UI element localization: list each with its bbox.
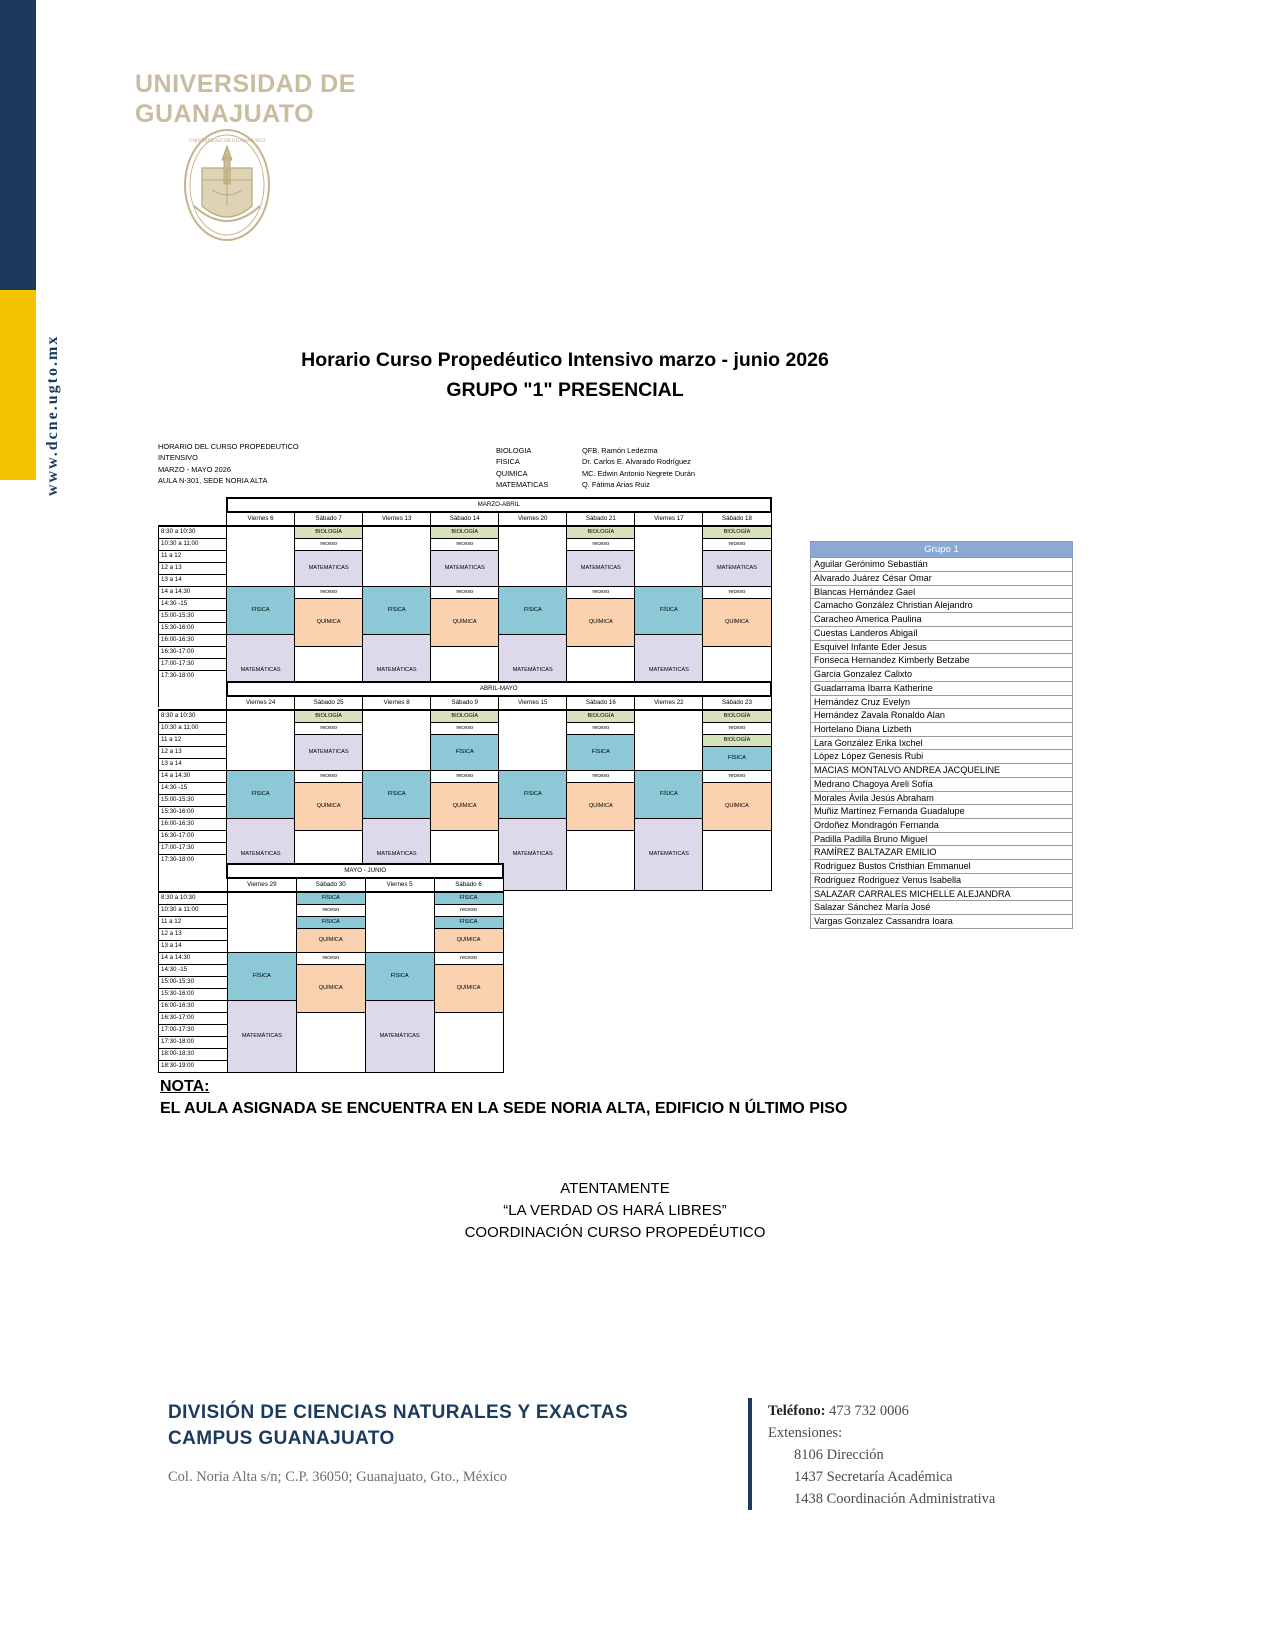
schedule-cell-biologa: BIOLOGÍA — [431, 526, 499, 539]
schedule-day-header: Sábado 21 — [567, 512, 635, 526]
schedule-day-header: Sábado 14 — [431, 512, 499, 526]
schedule-day-header: Sábado 23 — [703, 696, 771, 710]
course-meta-line4: AULA N-301, SEDE NORIA ALTA — [158, 475, 268, 485]
schedule-cell-fsica: FÍSICA — [635, 587, 703, 635]
footer-phone-number: 473 732 0006 — [829, 1403, 909, 1419]
student-row — [811, 695, 1073, 709]
schedule-cell-qumica: QUÍMICA — [295, 599, 363, 647]
schedule-cell-empty — [227, 710, 295, 771]
student-name: Guadarrama Ibarra Katherine — [811, 681, 1073, 695]
student-row — [811, 668, 1073, 682]
note-text: EL AULA ASIGNADA SE ENCUENTRA EN LA SEDE NORIA ALTA, EDIFICIO N ÚLTIMO PISO — [160, 1100, 848, 1117]
university-name-line2: GUANAJUATO — [135, 99, 315, 128]
student-row — [811, 860, 1073, 874]
schedule-cell-empty — [567, 831, 635, 891]
schedule-time-slot: 14 a 14:30 — [159, 953, 228, 965]
schedule-table-2 — [158, 681, 772, 891]
schedule-day-header: Viernes 6 — [227, 512, 295, 526]
teacher-list — [496, 447, 695, 493]
schedule-cell-fsica: FÍSICA — [227, 587, 295, 635]
schedule-time-slot: 18:30-19:00 — [159, 1061, 228, 1073]
website-url: www.dcne.ugto.mx — [44, 334, 61, 496]
schedule-time-slot: 17:00-17:30 — [159, 659, 227, 671]
university-logo — [135, 70, 465, 129]
page-title — [0, 345, 1130, 405]
schedule-time-slot: 14 a 14:30 — [159, 771, 227, 783]
schedule-cell-fsica: FÍSICA — [227, 771, 295, 819]
schedule-cell-fsica: FÍSICA — [227, 953, 296, 1001]
schedule-row — [159, 892, 504, 905]
schedule-cell-fsica: FÍSICA — [296, 917, 365, 929]
schedule-cell-biologa: BIOLOGÍA — [703, 735, 771, 747]
schedule-cell-fsica: FÍSICA — [365, 953, 434, 1001]
closing-block — [0, 1178, 1230, 1243]
schedule-table-1 — [158, 497, 772, 707]
schedule-time-slot: 8:30 a 10:30 — [159, 710, 227, 723]
schedule-cell-fsica: FÍSICA — [703, 747, 771, 771]
schedule-time-slot: 13 a 14 — [159, 575, 227, 587]
student-name: Hortelano Diana Lizbeth — [811, 722, 1073, 736]
schedule-cell-fsica: FÍSICA — [567, 735, 635, 771]
schedule-time-slot: 14 a 14:30 — [159, 587, 227, 599]
footer-ext-2: 1437 Secretaría Académica — [794, 1469, 953, 1486]
schedule-cell-receso: receso — [703, 539, 771, 551]
teacher-table — [496, 447, 695, 493]
schedule-time-slot: 8:30 a 10:30 — [159, 526, 227, 539]
teacher-subject: FISICA — [496, 457, 520, 467]
schedule-day-header: Viernes 8 — [363, 696, 431, 710]
student-row — [811, 709, 1073, 723]
student-row — [811, 722, 1073, 736]
schedule-cell-biologa: BIOLOGÍA — [295, 710, 363, 723]
schedule-cell-receso: receso — [431, 723, 499, 735]
schedule-day-header: Sábado 6 — [434, 878, 503, 892]
schedule-cell-empty — [363, 710, 431, 771]
schedule-cell-matemticas: MATEMÁTICAS — [365, 1001, 434, 1073]
student-name: Hernández Zavala Ronaldo Alan — [811, 709, 1073, 723]
schedule-cell-matemticas: MATEMÁTICAS — [703, 551, 771, 587]
schedule-time-slot: 13 a 14 — [159, 759, 227, 771]
student-name: Esquivel Infante Eder Jesus — [811, 640, 1073, 654]
schedule-row — [159, 1013, 504, 1025]
student-name: Alvarado Juárez César Omar — [811, 572, 1073, 586]
schedule-cell-receso: receso — [567, 539, 635, 551]
student-row — [811, 736, 1073, 750]
schedule-time-slot: 16:30-17:00 — [159, 647, 227, 659]
footer-contact — [768, 1400, 1188, 1510]
schedule-time-slot: 17:30-18:00 — [159, 671, 227, 683]
student-name: Vargas Gonzalez Cassandra Ioara — [811, 915, 1073, 929]
student-row — [811, 640, 1073, 654]
schedule-cell-biologa: BIOLOGÍA — [295, 526, 363, 539]
schedule-time-slot: 14:30 -15 — [159, 783, 227, 795]
schedule-time-slot: 16:00-16:30 — [159, 819, 227, 831]
student-name: Hernández Cruz Evelyn — [811, 695, 1073, 709]
schedule-cell-matemticas: MATEMÁTICAS — [295, 551, 363, 587]
student-name: Fonseca Hernandez Kimberly Betzabe — [811, 654, 1073, 668]
schedule-row — [159, 917, 504, 929]
schedule-cell-fsica: FÍSICA — [635, 771, 703, 819]
schedule-cell-qumica: QUÍMICA — [703, 783, 771, 831]
schedule-corner — [159, 512, 227, 526]
student-row — [811, 585, 1073, 599]
university-name — [135, 70, 465, 129]
student-name: Muñiz Martínez Fernanda Guadalupe — [811, 805, 1073, 819]
schedule-cell-receso: receso — [431, 771, 499, 783]
schedule-cell-empty — [635, 526, 703, 587]
student-row — [811, 791, 1073, 805]
schedule-time-slot: 15:00-15:30 — [159, 611, 227, 623]
schedule-cell-receso: receso — [434, 953, 503, 965]
teacher-subject: MATEMATICAS — [496, 480, 549, 490]
schedule-time-slot: 12 a 13 — [159, 563, 227, 575]
student-name: RAMÍREZ BALTAZAR EMILIO — [811, 846, 1073, 860]
teacher-name: QFB. Ramón Ledezma — [582, 446, 658, 455]
schedule-day-header: Viernes 5 — [365, 878, 434, 892]
schedule-cell-qumica: QUÍMICA — [431, 599, 499, 647]
student-list-header: Grupo 1 — [811, 542, 1073, 558]
schedule-time-slot: 10:30 a 11:00 — [159, 905, 228, 917]
schedule-cell-qumica: QUÍMICA — [296, 965, 365, 1013]
schedule-cell-receso: receso — [296, 905, 365, 917]
student-row — [811, 805, 1073, 819]
schedule-cell-biologa: BIOLOGÍA — [567, 710, 635, 723]
schedule-day-header: Sábado 7 — [295, 512, 363, 526]
note-label: NOTA: — [160, 1078, 210, 1095]
schedule-cell-fsica: FÍSICA — [431, 735, 499, 771]
student-name: Salazar Sánchez María José — [811, 901, 1073, 915]
student-name: MACIAS MONTALVO ANDREA JACQUELINE — [811, 764, 1073, 778]
student-row — [811, 832, 1073, 846]
teacher-name: MC. Edwin Antonio Negrete Durán — [582, 468, 695, 478]
schedule-corner — [159, 878, 228, 892]
schedule-time-slot: 15:30-16:00 — [159, 989, 228, 1001]
footer-ext-1: 8106 Dirección — [794, 1447, 884, 1464]
student-name: Caracheo America Paulina — [811, 613, 1073, 627]
schedule-cell-empty — [227, 892, 296, 953]
schedule-month-label: MAYO - JUNIO — [227, 864, 503, 878]
schedule-cell-empty — [227, 526, 295, 587]
schedule-row — [159, 965, 504, 977]
schedule-row — [159, 929, 504, 941]
schedule-corner — [159, 696, 227, 710]
student-name: Medrano Chagoya Areli Sofía — [811, 777, 1073, 791]
schedule-cell-receso: receso — [703, 771, 771, 783]
schedule-cell-fsica: FÍSICA — [296, 892, 365, 905]
schedule-day-header: Sábado 25 — [295, 696, 363, 710]
schedule-cell-qumica: QUÍMICA — [703, 599, 771, 647]
schedule-time-slot: 12 a 13 — [159, 929, 228, 941]
teacher-subject: QUIMICA — [496, 468, 528, 478]
schedule-time-slot: 16:30-17:00 — [159, 831, 227, 843]
student-name: Camacho González Christian Alejandro — [811, 599, 1073, 613]
footer-division-title — [168, 1400, 728, 1451]
page-title-line2: GRUPO "1" PRESENCIAL — [446, 379, 684, 402]
schedule-time-slot: 12 a 13 — [159, 747, 227, 759]
schedule-cell-receso: receso — [567, 587, 635, 599]
schedule-cell-empty — [499, 710, 567, 771]
schedule-cell-fsica: FÍSICA — [434, 892, 503, 905]
schedule-cell-receso: receso — [703, 723, 771, 735]
schedule-cell-matemticas: MATEMÁTICAS — [227, 819, 295, 891]
schedule-day-header: Sábado 9 — [431, 696, 499, 710]
schedule-cell-fsica: FÍSICA — [499, 587, 567, 635]
schedule-time-slot: 17:00-17:30 — [159, 843, 227, 855]
schedule-cell-qumica: QUÍMICA — [296, 929, 365, 953]
schedule-cell-matemticas: MATEMÁTICAS — [227, 635, 295, 707]
student-list-table — [810, 541, 1073, 929]
schedule-month-label: ABRIL-MAYO — [227, 682, 771, 696]
teacher-subject: BIOLOGIA — [496, 446, 532, 455]
schedule-time-slot: 16:00-16:30 — [159, 635, 227, 647]
page-title-line1: Horario Curso Propedéutico Intensivo marzo - junio 2026 — [301, 349, 829, 371]
footer-phone-line — [768, 1400, 1188, 1422]
schedule-day-header: Sábado 18 — [703, 512, 771, 526]
schedule-cell-matemticas: MATEMÁTICAS — [295, 735, 363, 771]
schedule-cell-empty — [365, 892, 434, 953]
schedule-month-label: MARZO-ABRIL — [227, 498, 771, 512]
schedule-cell-matemticas: MATEMÁTICAS — [635, 635, 703, 707]
student-name: Morales Ávila Jesús Abraham — [811, 791, 1073, 805]
teacher-row — [496, 481, 695, 492]
schedule-cell-fsica: FÍSICA — [434, 917, 503, 929]
course-meta-block — [158, 441, 299, 486]
schedule-cell-biologa: BIOLOGÍA — [431, 710, 499, 723]
schedule-time-slot: 17:00-17:30 — [159, 1025, 228, 1037]
schedule-cell-receso: receso — [296, 953, 365, 965]
schedule-cell-matemticas: MATEMÁTICAS — [363, 819, 431, 891]
schedule-cell-fsica: FÍSICA — [363, 771, 431, 819]
footer-left — [168, 1400, 728, 1486]
schedule-time-slot: 17:30-18:00 — [159, 855, 227, 867]
student-row — [811, 915, 1073, 929]
schedule-day-header: Sábado 30 — [296, 878, 365, 892]
schedule-day-header: Viernes 13 — [363, 512, 431, 526]
schedule-cell-receso: receso — [567, 723, 635, 735]
schedule-time-slot: 15:30-16:00 — [159, 807, 227, 819]
student-row — [811, 818, 1073, 832]
teacher-name: Dr. Carlos E. Alvarado Rodríguez — [582, 457, 691, 467]
schedule-cell-matemticas: MATEMÁTICAS — [499, 819, 567, 891]
schedule-table-3 — [158, 863, 504, 1073]
student-name: López López Genesis Rubi — [811, 750, 1073, 764]
schedule-day-header: Viernes 17 — [635, 512, 703, 526]
schedule-cell-qumica: QUÍMICA — [567, 783, 635, 831]
student-name: Lara González Erika Ixchel — [811, 736, 1073, 750]
schedule-cell-biologa: BIOLOGÍA — [567, 526, 635, 539]
schedule-time-slot: 11 a 12 — [159, 551, 227, 563]
schedule-time-slot: 11 a 12 — [159, 917, 228, 929]
university-crest-icon — [182, 128, 272, 243]
student-row — [811, 681, 1073, 695]
schedule-day-header: Sábado 16 — [567, 696, 635, 710]
student-name: Rodríguez Bustos Cristhian Emmanuel — [811, 860, 1073, 874]
student-name: Ordoñez Mondragón Fernanda — [811, 818, 1073, 832]
student-row — [811, 887, 1073, 901]
footer-ext-3: 1438 Coordinación Administrativa — [794, 1491, 996, 1508]
schedule-time-slot: 15:30-16:00 — [159, 623, 227, 635]
schedule-cell-biologa: BIOLOGÍA — [703, 526, 771, 539]
schedule-cell-empty — [635, 710, 703, 771]
schedule-cell-matemticas: MATEMÁTICAS — [635, 819, 703, 891]
schedule-row — [159, 587, 772, 599]
schedule-cell-biologa: BIOLOGÍA — [703, 710, 771, 723]
schedule-time-slot: 18:00-18:30 — [159, 1049, 228, 1061]
student-row — [811, 873, 1073, 887]
schedule-time-slot: 14:30 -15 — [159, 599, 227, 611]
course-meta-line3: MARZO - MAYO 2026 — [158, 464, 231, 474]
footer-title-line2: CAMPUS GUANAJUATO — [168, 1427, 395, 1449]
footer-ext-label: Extensiones: — [768, 1425, 843, 1442]
schedule-cell-receso: receso — [295, 587, 363, 599]
schedule-cell-receso: receso — [703, 587, 771, 599]
student-row — [811, 599, 1073, 613]
closing-line1: ATENTAMENTE — [560, 1180, 670, 1197]
student-name: Padilla Padilla Bruno Miguel — [811, 832, 1073, 846]
schedule-cell-matemticas: MATEMÁTICAS — [363, 635, 431, 707]
course-meta-line2: INTENSIVO — [158, 453, 198, 463]
schedule-cell-empty — [499, 526, 567, 587]
schedule-cell-qumica: QUÍMICA — [295, 783, 363, 831]
schedule-cell-qumica: QUÍMICA — [434, 929, 503, 953]
schedule-day-header: Viernes 29 — [227, 878, 296, 892]
schedule-cell-empty — [363, 526, 431, 587]
schedule-row — [159, 710, 772, 723]
schedule-day-header: Viernes 15 — [499, 696, 567, 710]
student-row — [811, 901, 1073, 915]
student-row — [811, 750, 1073, 764]
schedule-cell-empty — [296, 1013, 365, 1073]
schedule-row — [159, 953, 504, 965]
schedule-time-slot: 8:30 a 10:30 — [159, 892, 228, 905]
schedule-cell-receso: receso — [431, 587, 499, 599]
student-name: Aguilar Gerónimo Sebastián — [811, 558, 1073, 572]
schedule-time-slot: 14:30 -15 — [159, 965, 228, 977]
footer-address: Col. Noria Alta s/n; C.P. 36050; Guanajuato, Gto., México — [168, 1469, 508, 1486]
schedule-cell-fsica: FÍSICA — [499, 771, 567, 819]
course-meta-line1: HORARIO DEL CURSO PROPEDEUTICO — [158, 442, 299, 451]
schedule-cell-matemticas: MATEMÁTICAS — [499, 635, 567, 707]
schedule-time-slot: 16:30-17:00 — [159, 1013, 228, 1025]
student-row — [811, 613, 1073, 627]
schedule-row — [159, 526, 772, 539]
schedule-day-header: Viernes 24 — [227, 696, 295, 710]
left-accent-bar-dark — [0, 0, 36, 290]
schedule-time-slot: 17:30-18:00 — [159, 1037, 228, 1049]
schedule-day-header: Viernes 22 — [635, 696, 703, 710]
schedule-cell-fsica: FÍSICA — [363, 587, 431, 635]
footer-divider — [748, 1398, 752, 1510]
schedule-corner — [159, 682, 227, 696]
schedule-cell-qumica: QUÍMICA — [567, 599, 635, 647]
student-row — [811, 558, 1073, 572]
student-name: Garcia Gonzalez Calixto — [811, 668, 1073, 682]
schedule-cell-empty — [434, 1013, 503, 1073]
schedule-cell-qumica: QUÍMICA — [434, 965, 503, 1013]
schedule-time-slot: 15:00-15:30 — [159, 977, 228, 989]
closing-line3: COORDINACIÓN CURSO PROPEDÉUTICO — [464, 1223, 766, 1241]
schedule-cell-receso: receso — [295, 539, 363, 551]
schedule-cell-receso: receso — [567, 771, 635, 783]
schedule-cell-receso: receso — [295, 771, 363, 783]
schedule-time-slot: 10:30 a 11:00 — [159, 539, 227, 551]
schedule-corner — [159, 498, 227, 512]
schedule-cell-matemticas: MATEMÁTICAS — [431, 551, 499, 587]
student-row — [811, 626, 1073, 640]
student-row — [811, 777, 1073, 791]
student-name: Rodriguez Rodriguez Venus Isabella — [811, 873, 1073, 887]
university-name-line1: UNIVERSIDAD DE — [135, 70, 356, 98]
student-name: SALAZAR CARRALES MICHELLE ALEJANDRA — [811, 887, 1073, 901]
schedule-cell-matemticas: MATEMÁTICAS — [227, 1001, 296, 1073]
student-row — [811, 846, 1073, 860]
schedule-cell-receso: receso — [434, 905, 503, 917]
schedule-day-header: Viernes 20 — [499, 512, 567, 526]
schedule-time-slot: 16:00-16:30 — [159, 1001, 228, 1013]
schedule-time-slot: 13 a 14 — [159, 941, 228, 953]
schedule-cell-receso: receso — [295, 723, 363, 735]
schedule-cell-receso: receso — [431, 539, 499, 551]
footer-title-line1: DIVISIÓN DE CIENCIAS NATURALES Y EXACTAS — [168, 1402, 629, 1423]
schedule-row — [159, 771, 772, 783]
teacher-name: Q. Fátima Arias Ruiz — [582, 480, 650, 490]
student-name: Blancas Hernández Gael — [811, 585, 1073, 599]
svg-text:UNIVERSIDAD DE GUANAJUATO: UNIVERSIDAD DE GUANAJUATO — [188, 139, 266, 144]
schedule-row — [159, 905, 504, 917]
schedule-cell-qumica: QUÍMICA — [431, 783, 499, 831]
closing-line2: “LA VERDAD OS HARÁ LIBRES” — [503, 1201, 727, 1219]
student-name: Cuestas Landeros Abigaíl — [811, 626, 1073, 640]
student-row — [811, 764, 1073, 778]
schedule-time-slot: 10:30 a 11:00 — [159, 723, 227, 735]
schedule-corner — [159, 864, 228, 878]
schedule-time-slot: 11 a 12 — [159, 735, 227, 747]
student-row — [811, 572, 1073, 586]
schedule-cell-empty — [703, 831, 771, 891]
schedule-time-slot: 15:00-15:30 — [159, 795, 227, 807]
schedule-cell-matemticas: MATEMÁTICAS — [567, 551, 635, 587]
student-row — [811, 654, 1073, 668]
footer-phone-label: Teléfono: — [768, 1403, 826, 1419]
